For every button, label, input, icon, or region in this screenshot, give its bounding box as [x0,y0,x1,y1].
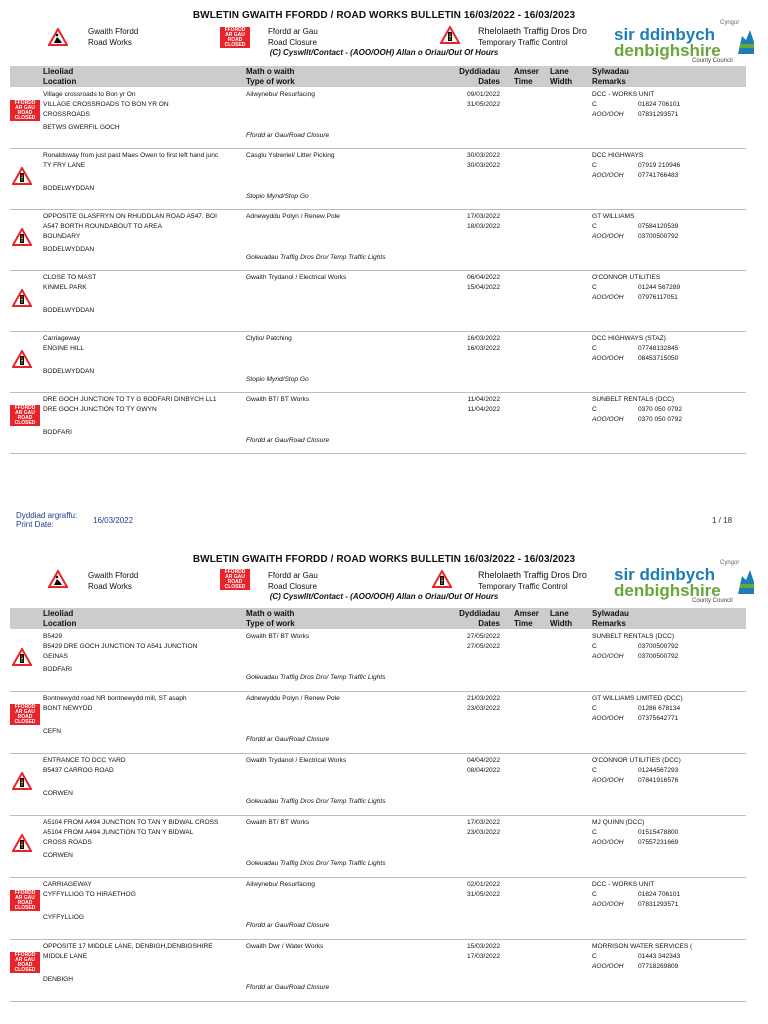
traffic-light-icon [432,570,452,588]
traffic-light-icon [12,289,32,307]
road-closed-icon: FFORDD AR GAU ROAD CLOSED [10,952,40,973]
table-row [10,878,746,940]
location-line-1: CARRIAGEWAY [43,881,92,888]
contact-phone: 01244567293 [638,767,679,774]
location-line-2: TY FRY LANE [43,162,86,169]
location-line-1: Village crossroads to Bon yr On [43,91,136,98]
start-date: 02/01/2022 [466,881,500,888]
work-note: Stopio Mynd/Stop Go [246,376,309,383]
location-line-1: A5104 FROM A494 JUNCTION TO TAN Y BIDWAL CROSS [43,819,219,826]
location-town: BODELWYDDAN [43,185,95,192]
table-row [10,149,746,210]
contact-label: C [592,284,597,291]
aoo-phone: 03700500792 [638,233,679,240]
aoo-phone: 07557231669 [638,839,679,846]
location-line-3: BOUNDARY [43,233,81,240]
legend-traffic-control: Rhelolaeth Traffig Dros Dro Temporary Traffic Control [478,570,587,591]
location-line-2: BONT NEWYDD [43,705,93,712]
table-row [10,393,746,454]
work-type: Gwaith BT/ BT Works [246,633,310,640]
location-line-1: Bontnewydd road NR bontnewydd mill, ST asaph [43,695,187,702]
page-number: 1 / 18 [712,516,733,525]
table-row [10,271,746,332]
aoo-label: AOO/OOH [592,294,624,301]
table-row [10,332,746,393]
location-line-1: Ronaldsway from just past Maes Owen to first left hand junc [43,152,219,159]
start-date: 06/04/2022 [466,274,500,281]
traffic-light-icon [12,350,32,368]
traffic-light-icon [12,648,32,666]
aoo-phone: 03700500792 [638,653,679,660]
contact-phone: 01515478800 [638,829,679,836]
aoo-label: AOO/OOH [592,111,624,118]
table-row [10,630,746,692]
road-closed-icon: FFORDD AR GAU ROAD CLOSED [10,405,40,426]
work-type: Ailwynebu/ Resurfacing [246,881,315,888]
aoo-phone: 08453715050 [638,355,679,362]
end-date: 27/05/2022 [466,643,500,650]
work-type: Adnewyddu Polyn / Renew Pole [246,695,340,702]
work-note: Stopio Mynd/Stop Go [246,193,309,200]
work-note: Goleuadau Traffig Dros Dro/ Temp Traffic Lights [246,798,386,805]
work-note: Goleuadau Traffig Dros Dro/ Temp Traffic Lights [246,674,386,681]
road-closed-icon: FFORDD AR GAU ROAD CLOSED [220,27,250,48]
contact-label: C [592,101,597,108]
legend-road-works: Gwaith Ffordd Road Works [88,27,139,47]
start-date: 30/03/2022 [466,152,500,159]
start-date: 15/03/2022 [466,943,500,950]
location-town: BODELWYDDAN [43,307,95,314]
work-type: Gwaith Trydanol / Electrical Works [246,757,347,764]
road-works-icon [48,570,68,588]
remarks-org: MJ QUINN (DCC) [592,819,645,826]
location-town: BODELWYDDAN [43,246,95,253]
location-town: CEFN [43,728,61,735]
end-date: 18/03/2022 [466,223,500,230]
contact-line: (C) Cyswllt/Contact - (AOO/OOH) Allan o Oriau/Out Of Hours [269,592,499,601]
legend-road-closure: Ffordd ar Gau Road Closure [268,27,318,47]
location-line-2: MIDDLE LANE [43,953,87,960]
work-type: Clytio/ Patching [246,335,292,342]
location-town: DENBIGH [43,976,74,983]
contact-phone: 07584120539 [638,223,679,230]
council-logo: Cyngor sir ddinbych denbighshire County Council [612,560,762,605]
aoo-phone: 07718269809 [638,963,679,970]
table-row [10,940,746,1002]
remarks-org: DCC HIGHWAYS (STAZ) [592,335,666,342]
aoo-phone: 07841916576 [638,777,679,784]
location-line-2: ENGINE HILL [43,345,85,352]
contact-phone: 01443 342343 [638,953,681,960]
location-line-3: CROSS ROADS [43,839,92,846]
table-row [10,816,746,878]
location-line-2: KINMEL PARK [43,284,87,291]
location-town: BODFARI [43,666,72,673]
contact-label: C [592,162,597,169]
legend-traffic-control: Rhelolaeth Traffig Dros Dro Temporary Traffic Control [478,26,587,47]
start-date: 21/03/2022 [466,695,500,702]
contact-label: C [592,406,597,413]
contact-label: C [592,953,597,960]
work-type: Gwaith Dwr / Water Works [246,943,324,950]
location-line-1: OPPOSITE 17 MIDDLE LANE, DENBIGH,DENBIGSHIRE [43,943,213,950]
location-town: BETWS GWERFIL GOCH [43,124,120,131]
aoo-label: AOO/OOH [592,233,624,240]
contact-phone: 07748132845 [638,345,679,352]
aoo-phone: 0370 050 0792 [638,416,683,423]
remarks-org: GT WILLIAMS [592,213,635,220]
end-date: 11/04/2022 [467,406,500,413]
remarks-org: SUNBELT RENTALS (DCC) [592,396,675,403]
traffic-light-icon [12,167,32,185]
table-row [10,88,746,149]
location-town: CORWEN [43,790,73,797]
contact-label: C [592,891,597,898]
road-closed-icon: FFORDD AR GAU ROAD CLOSED [10,704,40,725]
contact-phone: 01244 567289 [638,284,681,291]
aoo-label: AOO/OOH [592,777,624,784]
location-line-2: A5104 FROM A494 JUNCTION TO TAN Y BIDWAL [43,829,194,836]
aoo-label: AOO/OOH [592,715,624,722]
location-line-3: CROSSROADS [43,111,90,118]
contact-label: C [592,345,597,352]
bulletin-title: BWLETIN GWAITH FFORDD / ROAD WORKS BULLETIN 16/03/2022 - 16/03/2023 [192,554,576,565]
location-line-1: Carriageway [43,335,81,342]
legend-road-closure: Ffordd ar Gau Road Closure [268,571,318,591]
contact-line: (C) Cyswllt/Contact - (AOO/OOH) Allan o Oriau/Out Of Hours [269,48,499,57]
start-date: 17/03/2022 [466,819,500,826]
aoo-label: AOO/OOH [592,355,624,362]
contact-phone: 03700500792 [638,643,679,650]
table-row [10,692,746,754]
legend-road-works: Gwaith Ffordd Road Works [88,571,139,591]
logo-emblem-icon [734,26,758,56]
work-note: Goleuadau Traffig Dros Dro/ Temp Traffic Lights [246,254,386,261]
traffic-light-icon [12,228,32,246]
location-town: CYFFYLLIOG [43,914,85,921]
table-row [10,754,746,816]
contact-phone: 07919 210946 [638,162,681,169]
contact-phone: 0370 050 0792 [638,406,683,413]
work-note: Goleuadau Traffig Dros Dro/ Temp Traffic Lights [246,860,386,867]
location-town: BODFARI [43,429,72,436]
location-line-2: VILLAGE CROSSROADS TO BON YR ON [43,101,169,108]
location-line-2: A547 BORTH ROUNDABOUT TO AREA [43,223,162,230]
work-type: Gwaith BT/ BT Works [246,396,310,403]
aoo-phone: 07831293571 [638,901,679,908]
aoo-label: AOO/OOH [592,963,624,970]
location-town: CORWEN [43,852,73,859]
work-type: Casglu Ysbwriel/ Litter Picking [246,152,335,159]
bulletin-page-2 [0,544,768,1024]
work-type: Gwaith Trydanol / Electrical Works [246,274,347,281]
location-line-2: CYFFYLLIOG TO HIRAETHOG [43,891,136,898]
aoo-label: AOO/OOH [592,172,624,179]
start-date: 16/03/2022 [466,335,500,342]
print-date-label: Dyddiad argraffu: Print Date: [16,511,78,529]
remarks-org: MORRISON WATER SERVICES ( [592,943,693,950]
remarks-org: GT WILLIAMS LIMITED (DCC) [592,695,683,702]
work-note: Ffordd ar Gau/Road Closure [246,437,330,444]
contact-label: C [592,767,597,774]
traffic-light-icon [12,772,32,790]
location-line-2: B5437 CARROG ROAD [43,767,114,774]
work-type: Ailwynebu/ Resurfacing [246,91,315,98]
remarks-org: SUNBELT RENTALS (DCC) [592,633,675,640]
contact-label: C [592,829,597,836]
end-date: 23/03/2022 [466,705,500,712]
bulletin-title: BWLETIN GWAITH FFORDD / ROAD WORKS BULLETIN 16/03/2022 - 16/03/2023 [192,10,576,21]
column-header: Lleoliad Location Math o waith Type of work Dyddiadau Dates Amser Time Lane Width Sylwadau Remarks [10,608,746,629]
road-closed-icon: FFORDD AR GAU ROAD CLOSED [220,569,250,590]
remarks-org: DCC - WORKS UNIT [592,91,655,98]
location-line-2: DRE GOCH JUNCTION TO TY GWYN [43,406,157,413]
contact-label: C [592,705,597,712]
end-date: 08/04/2022 [466,767,500,774]
contact-phone: 01824 706101 [638,101,681,108]
traffic-light-icon [12,834,32,852]
print-date: 16/03/2022 [93,516,134,525]
table-row [10,210,746,271]
road-closed-icon: FFORDD AR GAU ROAD CLOSED [10,890,40,911]
traffic-light-icon [440,26,460,44]
work-note: Ffordd ar Gau/Road Closure [246,132,330,139]
aoo-phone: 07976117051 [638,294,678,301]
start-date: 09/01/2022 [466,91,500,98]
contact-label: C [592,223,597,230]
aoo-phone: 07375642771 [638,715,679,722]
location-line-2: B5429 DRE GOCH JUNCTION TO A541 JUNCTION [43,643,198,650]
contact-phone: 01286 678134 [638,705,681,712]
location-line-1: ENTRANCE TO DCC YARD [43,757,126,764]
aoo-label: AOO/OOH [592,653,624,660]
aoo-phone: 07831293571 [638,111,679,118]
work-type: Gwaith BT/ BT Works [246,819,310,826]
aoo-label: AOO/OOH [592,901,624,908]
council-logo: Cyngor sir ddinbych denbighshire County Council [612,20,762,65]
end-date: 17/03/2022 [466,953,500,960]
end-date: 30/03/2022 [466,162,500,169]
location-line-3: GEINAS [43,653,68,660]
end-date: 16/03/2022 [466,345,500,352]
work-note: Ffordd ar Gau/Road Closure [246,922,330,929]
logo-emblem-icon [734,566,758,596]
remarks-org: DCC - WORKS UNIT [592,881,655,888]
aoo-label: AOO/OOH [592,416,624,423]
location-line-1: OPPOSITE GLASFRYN ON RHUDDLAN ROAD A547. BOI [43,213,217,220]
start-date: 04/04/2022 [466,757,500,764]
road-closed-icon: FFORDD AR GAU ROAD CLOSED [10,100,40,121]
remarks-org: DCC HIGHWAYS [592,152,644,159]
end-date: 15/04/2022 [466,284,500,291]
road-works-icon [48,28,68,46]
column-header: Lleoliad Location Math o waith Type of work Dyddiadau Dates Amser Time Lane Width Sylwadau Remarks [10,66,746,87]
contact-label: C [592,643,597,650]
remarks-org: O'CONNOR UTILITIES [592,274,661,281]
aoo-phone: 07741766483 [638,172,679,179]
contact-phone: 01824 706101 [638,891,681,898]
start-date: 17/03/2022 [466,213,500,220]
location-line-1: DRE GOCH JUNCTION TO TY G BODFARI DINBYCH LL1 [43,396,217,403]
aoo-label: AOO/OOH [592,839,624,846]
end-date: 31/05/2022 [466,101,500,108]
start-date: 27/05/2022 [466,633,500,640]
location-line-1: CLOSE TO MAST [43,274,97,281]
work-note: Ffordd ar Gau/Road Closure [246,736,330,743]
remarks-org: O'CONNOR UTILITIES (DCC) [592,757,681,764]
end-date: 23/03/2022 [466,829,500,836]
work-note: Ffordd ar Gau/Road Closure [246,984,330,991]
location-line-1: B5429 [43,633,63,640]
start-date: 11/04/2022 [467,396,500,403]
location-town: BODELWYDDAN [43,368,95,375]
end-date: 31/05/2022 [466,891,500,898]
work-type: Adnewyddu Polyn / Renew Pole [246,213,340,220]
